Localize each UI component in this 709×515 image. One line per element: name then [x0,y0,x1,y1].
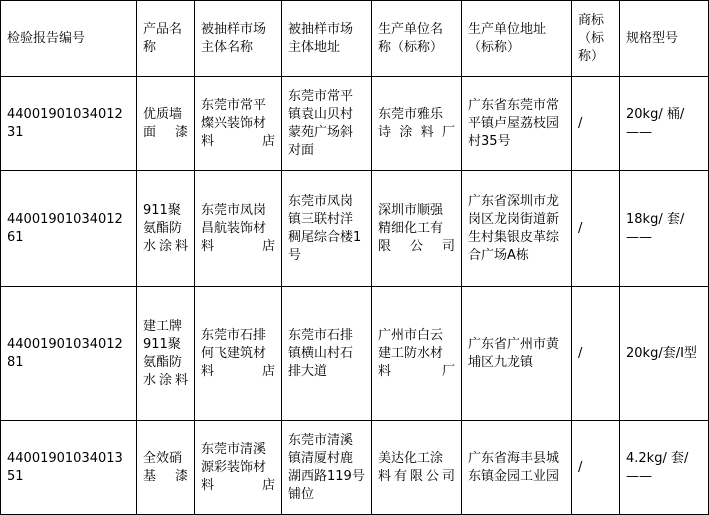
spec-model-cell: 20kg/套/I型 [620,287,709,421]
trademark-cell: / [572,77,620,171]
manufacturer-name-cell: 东莞市雅乐诗涂料厂 [372,77,462,171]
report-no-cell: 4400190103401351 [1,421,137,515]
manufacturer-address-cell: 广东省海丰县城东镇金园工业园 [462,421,572,515]
table-row [1,77,709,171]
header-manufacturer-name: 生产单位名称（标称） [372,1,462,77]
sampled-entity-address-cell: 东莞市凤岗镇三联村洋稠尾综合楼1号 [282,171,372,287]
product-name-cell: 911聚氨酯防水涂料 [137,171,195,287]
sampled-entity-address-cell: 东莞市石排镇横山村石排大道 [282,287,372,421]
report-no-cell: 4400190103401261 [1,171,137,287]
header-trademark: 商标（标称） [572,1,620,77]
table-row [1,287,709,421]
table-row [1,171,709,287]
sampled-entity-name-cell: 东莞市石排何飞建筑材料店 [195,287,282,421]
spec-model-cell: 4.2kg/ 套/—— [620,421,709,515]
trademark-cell: / [572,287,620,421]
manufacturer-address-cell: 广东省东莞市常平镇卢屋荔枝园村35号 [462,77,572,171]
sampled-entity-address-cell: 东莞市常平镇袁山贝村蒙苑广场斜对面 [282,77,372,171]
sampled-entity-name-cell: 东莞市凤岗昌航装饰材料店 [195,171,282,287]
header-sampled-entity-address: 被抽样市场主体地址 [282,1,372,77]
product-name-cell: 建工牌911聚氨酯防水涂料 [137,287,195,421]
trademark-cell: / [572,421,620,515]
sampled-entity-name-cell: 东莞市清溪源彩装饰材料店 [195,421,282,515]
product-name-cell: 全效硝基漆 [137,421,195,515]
manufacturer-name-cell: 广州市白云建工防水材料厂 [372,287,462,421]
manufacturer-name-cell: 美达化工涂料有限公司 [372,421,462,515]
header-manufacturer-address: 生产单位地址（标称） [462,1,572,77]
header-product-name: 产品名称 [137,1,195,77]
header-row [1,1,709,77]
manufacturer-address-cell: 广东省深圳市龙岗区龙岗街道新生村集银皮革综合广场A栋 [462,171,572,287]
spec-model-cell: 18kg/ 套/—— [620,171,709,287]
manufacturer-address-cell: 广东省广州市黄埔区九龙镇 [462,287,572,421]
sampled-entity-name-cell: 东莞市常平燦兴装饰材料店 [195,77,282,171]
product-name-cell: 优质墙面漆 [137,77,195,171]
report-no-cell: 4400190103401281 [1,287,137,421]
report-no-cell: 4400190103401231 [1,77,137,171]
trademark-cell: / [572,171,620,287]
table-row [1,421,709,515]
header-report-no: 检验报告编号 [1,1,137,77]
header-sampled-entity-name: 被抽样市场主体名称 [195,1,282,77]
spec-model-cell: 20kg/ 桶/—— [620,77,709,171]
manufacturer-name-cell: 深圳市顺强精细化工有限公司 [372,171,462,287]
sampled-entity-address-cell: 东莞市清溪镇清厦村鹿湖西路119号铺位 [282,421,372,515]
header-spec-model: 规格型号 [620,1,709,77]
